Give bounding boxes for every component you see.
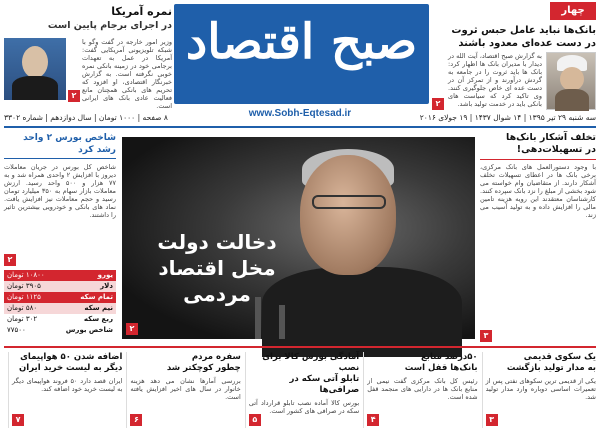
rate-value: ۳۰۲ تومان — [7, 315, 38, 323]
bottom-story[interactable] — [126, 352, 240, 428]
rate-value: ۷۷۵۰۰ — [7, 326, 26, 334]
bottom-story-body: بررسی آمارها نشان می دهد هزینه خانوار در سال های اخیر افزایش یافته است. — [130, 377, 241, 401]
rate-row — [4, 292, 116, 303]
bottom-story-page-badge: ۷ — [12, 414, 24, 426]
rate-value: ۱۰۸۰۰ تومان — [7, 271, 45, 279]
bottom-story-page-badge: ۳ — [486, 414, 498, 426]
header-rule — [4, 126, 596, 128]
top-left-subhead: در اجرای برجام پایین است — [47, 20, 172, 31]
section-tag: چهار — [550, 2, 596, 20]
bottom-story[interactable] — [482, 352, 596, 428]
issue-date: سه شنبه ۲۹ تیر ۱۳۹۵ | ۱۴ شوال ۱۴۳۷ | ۱۹ جولای ۲۰۱۶ — [419, 113, 596, 122]
rate-row — [4, 281, 116, 292]
website-url[interactable]: www.Sobh-Eqtesad.ir — [248, 108, 352, 119]
left-column-page-badge: ۲ — [4, 254, 16, 266]
rate-value: ۱۱۲۵ تومان — [7, 293, 41, 301]
top-left-headline: نمره آمریکا — [111, 5, 172, 18]
top-right-body: به گزارش صبح اقتصاد، آیت الله در دیدار با مدیران بانک ها اظهار کرد: بانک ها باید ثروت را در جامعه به گردش درآورند و از تمرکز آن در دست عده ای خاص جلوگیری کنند. وی تاکید کرد که سیاست های بانکی باید در خدمت تولید باشد. — [448, 52, 542, 108]
bottom-story-headline: سفره مردم — [191, 352, 241, 362]
rate-value: ۵۸۰ تومان — [7, 304, 38, 312]
right-column-story[interactable] — [480, 132, 596, 342]
market-rates-table — [4, 270, 116, 336]
top-right-headline: بانک‌ها نباید عامل حبس ثروت — [451, 25, 596, 36]
top-right-page-badge: ۲ — [432, 98, 444, 110]
top-left-page-badge: ۲ — [68, 90, 80, 102]
rate-row — [4, 303, 116, 314]
right-column-headline: تخلف آشکار بانک‌ها — [506, 132, 596, 143]
issue-info: ۸ صفحه | ۱۰۰۰ تومان | سال دوازدهم | شماره ۳۳۰۲ — [4, 113, 168, 122]
dateline — [4, 113, 596, 125]
hero-face — [300, 155, 396, 275]
left-column-headline: شاخص بورس ۲ واحد رشد کرد — [4, 132, 116, 159]
rate-label: نیم سکه — [84, 304, 113, 312]
top-right-subhead: در دست عده‌ای معدود باشند — [458, 38, 596, 49]
left-column-story[interactable] — [4, 132, 116, 266]
bottom-story-subhead: دیگر به لیست خرید ایران — [19, 363, 123, 373]
microphone-icon — [279, 305, 285, 339]
hero-glasses — [312, 195, 386, 209]
right-column-rule — [480, 159, 596, 160]
rate-label: شاخص بورس — [65, 326, 113, 334]
top-left-body: وزیر امور خارجه در گفت وگو با شبکه تلویزیونی آمریکایی گفت: آمریکا در عمل به تعهدات برجامی خود در زمینه بانکی نمره خوبی نگرفته است. به گزارش خبرنگار اقتصادی، او افزود که تحریم های بانکی همچنان مانع فعالیت عادی بانک های ایرانی است. — [82, 38, 172, 110]
right-column-body: با وجود دستورالعمل های بانک مرکزی، برخی بانک ها در اعطای تسهیلات تخلف آشکار دارند. از متقاضیان وام خواسته می شود بخشی از مبلغ را نزد بانک سپرده کنند. کارشناسان معتقدند این رویه هزینه تامین مالی را افزایش داده و به تولید آسیب می زند. — [480, 163, 596, 219]
bottom-story-page-badge: ۴ — [367, 414, 379, 426]
bottom-story-body: رئیس کل بانک مرکزی گفت نیمی از منابع بانک ها در دارایی های منجمد قفل شده است. — [367, 377, 478, 401]
rate-row — [4, 270, 116, 281]
top-right-portrait — [546, 52, 596, 110]
hero-headline: دخالت دولت مخل اقتصاد مردمی — [157, 230, 277, 306]
right-column-page-badge: ۳ — [480, 330, 492, 342]
top-left-portrait — [4, 38, 66, 100]
bottom-story-page-badge: ۶ — [130, 414, 142, 426]
bottom-story-body: بورس کالا آماده نصب تابلو قرارداد آتی سکه در صرافی های کشور است. — [248, 399, 360, 415]
top-left-story[interactable] — [4, 4, 172, 112]
rate-row — [4, 325, 116, 336]
bottom-story-subhead: تابلو آتی سکه در صرافی‌ها — [289, 374, 360, 395]
bottom-story-body: یکی از قدیمی ترین سکوهای نفتی پس از تعمیرات اساسی دوباره وارد مدار تولید شد. — [485, 377, 596, 401]
left-column-body: شاخص کل بورس در جریان معاملات دیروز با افزایش ۲ واحدی همراه شد و به ۷۷ هزار و ۵۰۰ واحد رسید. ارزش معاملات بازار سهام به ۳۵۰ میلیارد تومان رسید و حجم معاملات نیز افزایش یافت. نماد های بانکی و خودرویی بیشترین تاثیر را داشتند. — [4, 163, 116, 219]
bottom-story-headline: اضافه شدن ۵۰ هواپیمای — [20, 352, 123, 362]
bottom-story[interactable] — [245, 352, 359, 428]
bottom-story-page-badge: ۵ — [249, 414, 261, 426]
rate-label: ربع سکه — [83, 315, 113, 323]
bottom-story-body: ایران قصد دارد ۵۰ فروند هواپیمای دیگر به لیست خرید خود اضافه کند. — [12, 377, 123, 393]
masthead-title: صبح اقتصاد — [185, 14, 418, 70]
bottom-story-subhead: چطور کوچکتر شد — [166, 363, 241, 373]
hero-photo[interactable] — [122, 137, 475, 339]
bottom-story-headline: آمادگی بورس کالا برای نصب — [262, 352, 360, 373]
bottom-story-headline: یک سکوی قدیمی — [523, 352, 596, 362]
footer-rule — [4, 346, 596, 348]
rate-label: دلار — [100, 282, 113, 290]
rate-label: یورو — [97, 271, 113, 279]
right-column-subhead: در تسهیلات‌دهی! — [516, 144, 596, 155]
bottom-stories — [4, 352, 596, 428]
bottom-story-headline: ۵۰درصد منابع — [420, 352, 478, 362]
top-right-story[interactable] — [430, 24, 596, 112]
bottom-story-subhead: به مدار تولید بازگشت — [506, 363, 596, 373]
bottom-story[interactable] — [8, 352, 122, 428]
masthead — [174, 4, 429, 104]
rate-value: ۳۹۰۵ تومان — [7, 282, 41, 290]
rate-label: تمام سکه — [80, 293, 113, 301]
rate-row — [4, 314, 116, 325]
bottom-story[interactable] — [363, 352, 477, 428]
hero-page-badge: ۲ — [126, 323, 138, 335]
bottom-story-subhead: بانک‌ها قفل است — [404, 363, 478, 373]
